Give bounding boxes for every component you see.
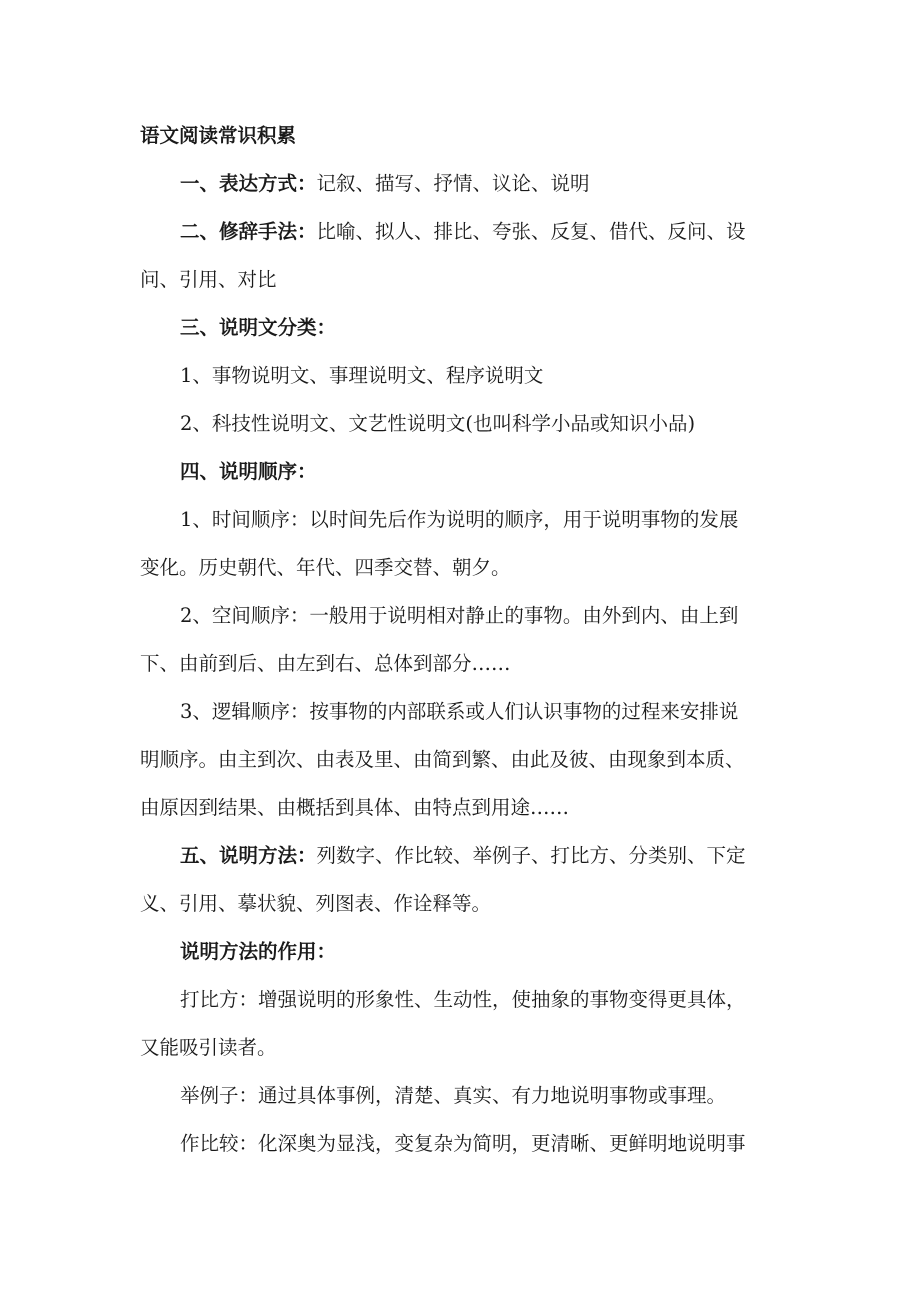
section-text: 记叙、描写、抒情、议论、说明 — [316, 172, 590, 195]
document-body — [140, 112, 782, 1168]
effect-analogy-line1: 打比方：增强说明的形象性、生动性，使抽象的事物变得更具体， — [180, 988, 746, 1011]
section-rhetoric-line2: 问、引用、对比 — [140, 268, 277, 291]
order-logic-line1: 3、逻辑顺序：按事物的内部联系或人们认识事物的过程来安排说 — [180, 700, 739, 723]
order-space-line1: 2、空间顺序：一般用于说明相对静止的事物。由外到内、由上到 — [180, 604, 739, 627]
section-heading: 五、说明方法： — [180, 844, 317, 867]
section-effects-heading: 说明方法的作用： — [180, 940, 337, 963]
effect-example: 举例子：通过具体事例，清楚、真实、有力地说明事物或事理。 — [180, 1084, 727, 1107]
section-expository-types-heading: 三、说明文分类： — [180, 316, 337, 339]
order-time-line1: 1、时间顺序：以时间先后作为说明的顺序，用于说明事物的发展 — [180, 508, 739, 531]
order-logic-line3: 由原因到结果、由概括到具体、由特点到用途…… — [140, 796, 570, 819]
section-expository-types-item1: 1、事物说明文、事理说明文、程序说明文 — [180, 364, 544, 387]
section-heading: 二、修辞手法： — [180, 220, 317, 243]
document-title: 语文阅读常识积累 — [140, 124, 297, 147]
effect-comparison: 作比较：化深奥为显浅，变复杂为简明，更清晰、更鲜明地说明事 — [180, 1132, 746, 1155]
effect-analogy-line2: 又能吸引读者。 — [140, 1036, 277, 1059]
order-logic-line2: 明顺序。由主到次、由表及里、由简到繁、由此及彼、由现象到本质、 — [140, 748, 745, 771]
section-expression-methods — [140, 160, 782, 208]
section-methods-line1 — [140, 832, 782, 880]
section-text: 比喻、拟人、排比、夸张、反复、借代、反问、设 — [316, 220, 746, 243]
section-rhetoric-line1 — [140, 208, 782, 256]
order-time-line2: 变化。历史朝代、年代、四季交替、朝夕。 — [140, 556, 511, 579]
section-text: 列数字、作比较、举例子、打比方、分类别、下定 — [316, 844, 746, 867]
section-order-heading: 四、说明顺序： — [180, 460, 317, 483]
section-expository-types-item2: 2、科技性说明文、文艺性说明文(也叫科学小品或知识小品) — [180, 412, 696, 435]
section-methods-line2: 义、引用、摹状貌、列图表、作诠释等。 — [140, 892, 492, 915]
section-heading: 一、表达方式： — [180, 172, 317, 195]
order-space-line2: 下、由前到后、由左到右、总体到部分…… — [140, 652, 511, 675]
